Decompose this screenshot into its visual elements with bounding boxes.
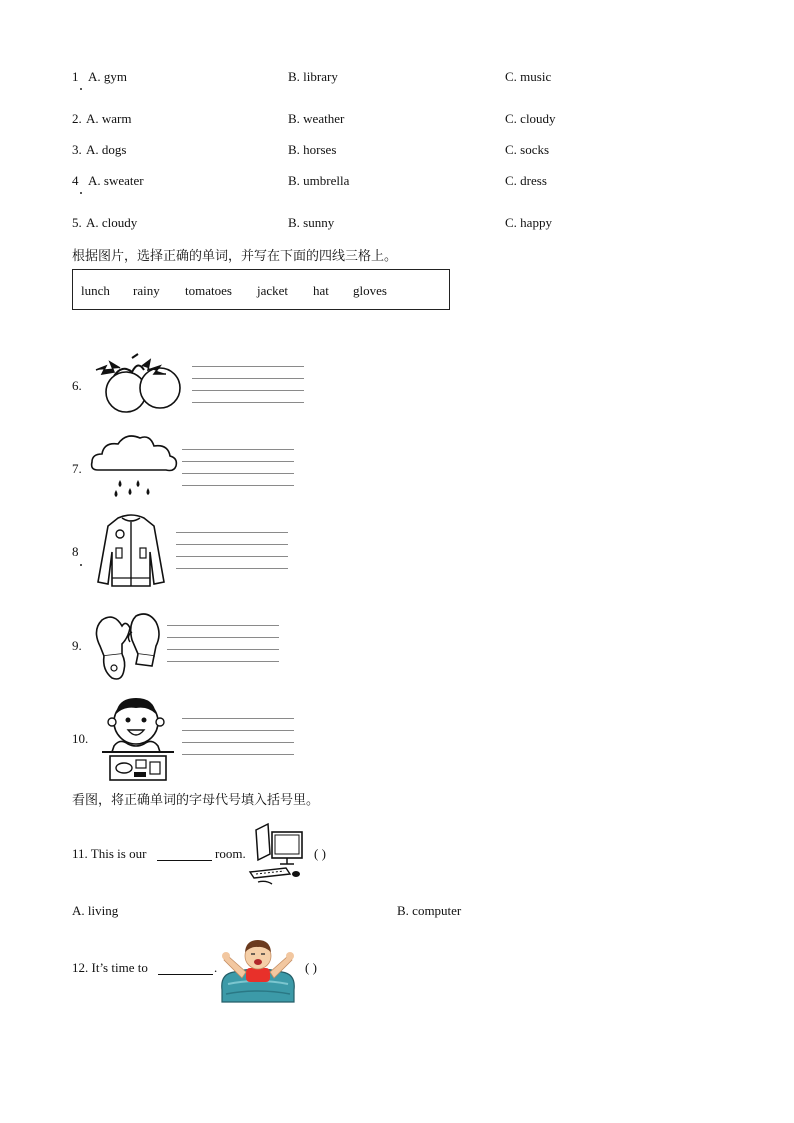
item-number: 6. bbox=[72, 378, 82, 393]
writing-lines[interactable] bbox=[176, 532, 288, 570]
word-bank-item: jacket bbox=[257, 283, 289, 298]
option-a: A. warm bbox=[86, 111, 132, 126]
word-bank-item: lunch bbox=[81, 283, 110, 298]
option-b: B. umbrella bbox=[288, 173, 350, 188]
answer-bracket[interactable]: ( ) bbox=[305, 960, 317, 975]
option-a: A. cloudy bbox=[86, 215, 138, 230]
option-a: A. living bbox=[72, 903, 119, 918]
question-text-end: . bbox=[214, 960, 218, 975]
word-bank-item: tomatoes bbox=[185, 283, 232, 298]
option-c: C. happy bbox=[505, 215, 552, 230]
writing-lines[interactable] bbox=[182, 449, 294, 487]
word-bank-box bbox=[72, 269, 450, 310]
option-b: B. weather bbox=[288, 111, 345, 126]
row-number: 2. bbox=[72, 111, 82, 126]
mittens-icon bbox=[92, 610, 164, 684]
item-number: 8 bbox=[72, 544, 79, 559]
option-b: B. computer bbox=[397, 903, 462, 918]
option-a: A. dogs bbox=[86, 142, 127, 157]
answer-blank[interactable] bbox=[157, 860, 212, 861]
dot-mark bbox=[80, 192, 82, 194]
option-a: A. gym bbox=[88, 69, 127, 84]
word-bank-item: gloves bbox=[353, 283, 387, 298]
answer-bracket[interactable]: ( ) bbox=[314, 846, 326, 861]
question-text: 12. It’s time to bbox=[72, 960, 148, 975]
word-bank-item: rainy bbox=[133, 283, 160, 298]
option-c: C. music bbox=[505, 69, 552, 84]
row-number: 3. bbox=[72, 142, 82, 157]
row-number: 1 bbox=[72, 69, 79, 84]
option-b: B. sunny bbox=[288, 215, 335, 230]
writing-lines[interactable] bbox=[167, 625, 279, 663]
option-b: B. horses bbox=[288, 142, 337, 157]
section-instruction: 根据图片，选择正确的单词，并写在下面的四线三格上。 bbox=[72, 249, 398, 264]
item-number: 10. bbox=[72, 731, 89, 746]
row-number: 4 bbox=[72, 173, 79, 188]
computer-icon bbox=[246, 822, 308, 886]
row-number: 5. bbox=[72, 215, 82, 230]
writing-lines[interactable] bbox=[192, 366, 304, 404]
writing-lines[interactable] bbox=[182, 718, 294, 756]
dot-mark bbox=[80, 88, 82, 90]
answer-blank[interactable] bbox=[158, 974, 213, 975]
section-instruction: 看图，将正确单词的字母代号填入括号里。 bbox=[72, 793, 320, 808]
option-a: A. sweater bbox=[88, 173, 144, 188]
question-text: 11. This is our bbox=[72, 846, 147, 861]
dot-mark bbox=[80, 564, 82, 566]
item-number: 9. bbox=[72, 638, 82, 653]
tomatoes-icon bbox=[92, 352, 184, 416]
boy-waking-up-icon bbox=[218, 934, 298, 1004]
question-text-end: room. bbox=[215, 846, 246, 861]
option-c: C. cloudy bbox=[505, 111, 556, 126]
option-b: B. library bbox=[288, 69, 338, 84]
item-number: 7. bbox=[72, 461, 82, 476]
boy-lunch-icon bbox=[100, 694, 176, 782]
word-bank-item: hat bbox=[313, 283, 329, 298]
jacket-icon bbox=[92, 512, 170, 592]
option-c: C. dress bbox=[505, 173, 547, 188]
rain-cloud-icon bbox=[88, 432, 180, 500]
option-c: C. socks bbox=[505, 142, 550, 157]
